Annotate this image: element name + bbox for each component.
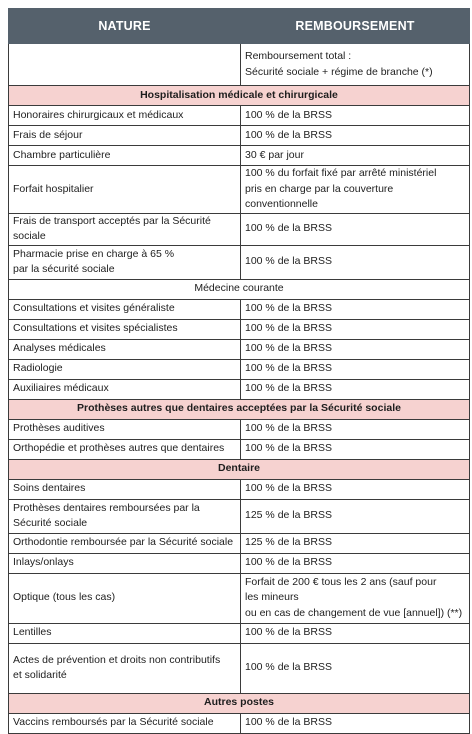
table-row <box>9 419 470 439</box>
nature-cell <box>9 479 241 499</box>
remboursement-text: 100 % de la BRSS <box>245 108 332 121</box>
remboursement-text: 100 % de la BRSS <box>245 362 332 375</box>
nature-cell <box>9 533 241 553</box>
remboursement-cell <box>241 245 470 279</box>
remboursement-text: 125 % de la BRSS <box>245 509 332 522</box>
reimbursement-table <box>8 8 470 734</box>
remboursement-text: 100 % de la BRSS <box>245 556 332 569</box>
remboursement-cell <box>241 379 470 399</box>
remboursement-text: 100 % de la BRSS <box>245 255 332 268</box>
nature-cell <box>9 146 241 166</box>
remboursement-text: 30 € par jour <box>245 148 304 161</box>
remboursement-cell <box>241 643 470 693</box>
nature-text: Prothèses auditives <box>13 422 105 435</box>
nature-text: Optique (tous les cas) <box>13 591 116 604</box>
header-nature: NATURE <box>9 9 241 44</box>
nature-text: par la sécurité sociale <box>13 263 115 275</box>
nature-cell <box>9 299 241 319</box>
nature-cell <box>9 419 241 439</box>
nature-cell <box>9 126 241 146</box>
remboursement-cell <box>241 359 470 379</box>
section-title: Prothèses autres que dentaires acceptées par la Sécurité sociale <box>9 399 470 419</box>
nature-text: Inlays/onlays <box>13 556 74 569</box>
reimbursement-table-container <box>8 8 469 734</box>
table-row <box>9 166 470 214</box>
remboursement-cell <box>241 623 470 643</box>
remboursement-cell <box>241 713 470 733</box>
nature-text: Radiologie <box>13 362 63 375</box>
nature-text: Honoraires chirurgicaux et médicaux <box>13 108 184 121</box>
remboursement-cell <box>241 339 470 359</box>
section-title: Dentaire <box>9 459 470 479</box>
remboursement-cell <box>241 553 470 573</box>
intro-line-2: Sécurité sociale + régime de branche (*) <box>245 65 433 78</box>
intro-nature-cell <box>9 44 241 86</box>
section-header-row <box>9 86 470 106</box>
section-title: Autres postes <box>9 693 470 713</box>
remboursement-cell <box>241 126 470 146</box>
nature-cell <box>9 359 241 379</box>
table-row <box>9 359 470 379</box>
nature-cell <box>9 339 241 359</box>
intro-row <box>9 44 470 86</box>
table-row <box>9 379 470 399</box>
table-row <box>9 245 470 279</box>
nature-cell <box>9 623 241 643</box>
nature-text: Frais de séjour <box>13 128 83 141</box>
nature-cell <box>9 245 241 279</box>
nature-cell <box>9 713 241 733</box>
remboursement-text: 100 % de la BRSS <box>245 716 332 729</box>
remboursement-text: 100 % de la BRSS <box>245 382 332 395</box>
nature-cell <box>9 319 241 339</box>
remboursement-text: 100 % de la BRSS <box>245 128 332 141</box>
nature-cell <box>9 499 241 533</box>
table-row <box>9 439 470 459</box>
nature-text: Analyses médicales <box>13 342 106 355</box>
remboursement-cell <box>241 146 470 166</box>
table-row <box>9 319 470 339</box>
remboursement-text: ou en cas de changement de vue [annuel]) (**) <box>245 606 463 619</box>
remboursement-cell <box>241 213 470 245</box>
nature-text: Prothèses dentaires remboursées par la <box>13 501 200 514</box>
nature-text: Orthodontie remboursée par la Sécurité sociale <box>13 536 234 549</box>
section-header-row <box>9 693 470 713</box>
nature-cell <box>9 379 241 399</box>
nature-cell <box>9 106 241 126</box>
nature-text: Sécurité sociale <box>13 517 88 529</box>
remboursement-cell <box>241 479 470 499</box>
intro-line-1: Remboursement total : <box>245 50 352 62</box>
remboursement-cell <box>241 573 470 623</box>
nature-text: Actes de prévention et droits non contributifs <box>13 653 221 666</box>
remboursement-text: 100 % de la BRSS <box>245 442 332 455</box>
table-row <box>9 573 470 623</box>
table-row <box>9 479 470 499</box>
remboursement-text: 125 % de la BRSS <box>245 536 332 549</box>
table-row <box>9 299 470 319</box>
remboursement-text: 100 % de la BRSS <box>245 626 332 639</box>
nature-text: Lentilles <box>13 626 52 639</box>
nature-text: et solidarité <box>13 669 67 681</box>
intro-remboursement-cell <box>241 44 470 86</box>
nature-cell <box>9 166 241 214</box>
remboursement-text: 100 % du forfait fixé par arrêté ministériel <box>245 167 437 179</box>
remboursement-cell <box>241 499 470 533</box>
table-row <box>9 499 470 533</box>
remboursement-text: les mineurs <box>245 591 299 604</box>
remboursement-cell <box>241 439 470 459</box>
nature-cell <box>9 573 241 623</box>
nature-cell <box>9 553 241 573</box>
remboursement-cell <box>241 106 470 126</box>
table-row <box>9 533 470 553</box>
nature-text: Consultations et visites généraliste <box>13 302 175 315</box>
remboursement-text: 100 % de la BRSS <box>245 422 332 435</box>
subsection-row <box>9 279 470 299</box>
section-title: Hospitalisation médicale et chirurgicale <box>9 86 470 106</box>
remboursement-text: 100 % de la BRSS <box>245 322 332 335</box>
table-row <box>9 623 470 643</box>
nature-text: Soins dentaires <box>13 482 86 495</box>
remboursement-text: 100 % de la BRSS <box>245 302 332 315</box>
nature-cell <box>9 213 241 245</box>
remboursement-cell <box>241 299 470 319</box>
table-row <box>9 713 470 733</box>
remboursement-text: Forfait de 200 € tous les 2 ans (sauf pour <box>245 575 437 588</box>
nature-text: Chambre particulière <box>13 148 111 161</box>
table-row <box>9 339 470 359</box>
remboursement-cell <box>241 419 470 439</box>
table-row <box>9 553 470 573</box>
table-row <box>9 643 470 693</box>
remboursement-cell <box>241 533 470 553</box>
section-header-row <box>9 399 470 419</box>
remboursement-cell <box>241 166 470 214</box>
remboursement-text: 100 % de la BRSS <box>245 661 332 674</box>
table-row <box>9 126 470 146</box>
remboursement-text: 100 % de la BRSS <box>245 482 332 495</box>
nature-text: Forfait hospitalier <box>13 182 94 195</box>
header-remboursement: REMBOURSEMENT <box>241 9 470 44</box>
table-header-row <box>9 9 470 44</box>
subsection-title: Médecine courante <box>9 279 470 299</box>
nature-text: Auxiliaires médicaux <box>13 382 109 395</box>
nature-cell <box>9 439 241 459</box>
table-row <box>9 146 470 166</box>
nature-text: Pharmacie prise en charge à 65 % <box>13 247 175 260</box>
nature-text: Frais de transport acceptés par la Sécurité sociale <box>13 214 211 242</box>
remboursement-text: 100 % de la BRSS <box>245 342 332 355</box>
section-header-row <box>9 459 470 479</box>
remboursement-text: pris en charge par la couverture conventionnelle <box>245 182 394 210</box>
table-row <box>9 106 470 126</box>
nature-cell <box>9 643 241 693</box>
nature-text: Vaccins remboursés par la Sécurité sociale <box>13 716 214 729</box>
remboursement-text: 100 % de la BRSS <box>245 222 332 235</box>
nature-text: Orthopédie et prothèses autres que dentaires <box>13 442 225 455</box>
nature-text: Consultations et visites spécialistes <box>13 322 178 335</box>
table-row <box>9 213 470 245</box>
remboursement-cell <box>241 319 470 339</box>
